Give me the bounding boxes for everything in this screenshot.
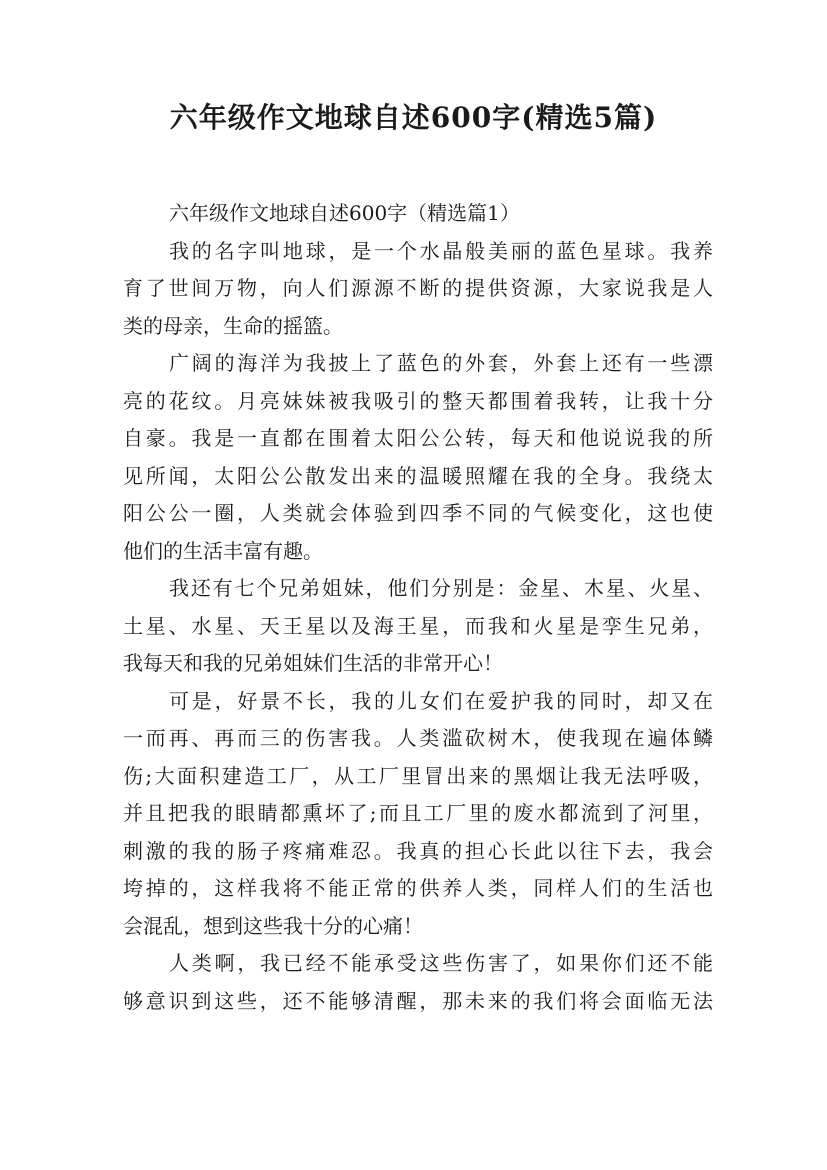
paragraph-line: 我的名字叫地球，是一个水晶般美丽的蓝色星球。我养 — [169, 238, 713, 263]
paragraph-line: 育了世间万物，向人们源源不断的提供资源，大家说我是人 — [123, 276, 713, 300]
paragraph-2 — [123, 345, 713, 570]
paragraph-line: 一而再、再而三的伤害我。人类滥砍树木，使我现在遍体鳞 — [123, 726, 713, 750]
paragraph-line: 自豪。我是一直都在围着太阳公公转，每天和他说说我的所 — [123, 426, 713, 450]
paragraph-line: 亮的花纹。月亮妹妹被我吸引的整天都围着我转，让我十分 — [123, 388, 713, 413]
paragraph-line: 类的母亲，生命的摇篮。 — [123, 313, 343, 338]
paragraph-4 — [123, 683, 713, 946]
paragraph-line: 他们的生活丰富有趣。 — [123, 538, 323, 563]
paragraph-line: 可是，好景不长，我的儿女们在爱护我的同时，却又在 — [169, 688, 713, 713]
paragraph-line: 刺激的我的肠子疼痛难忍。我真的担心长此以往下去，我会 — [123, 838, 713, 863]
paragraph-line: 我还有七个兄弟姐妹，他们分别是：金星、木星、火星、 — [169, 576, 713, 600]
paragraph-5 — [123, 945, 713, 1020]
paragraph-line: 够意识到这些，还不能够清醒，那未来的我们将会面临无法 — [123, 988, 713, 1013]
paragraph-line: 伤;大面积建造工厂，从工厂里冒出来的黑烟让我无法呼吸， — [123, 763, 713, 788]
paragraph-line: 我每天和我的兄弟姐妹们生活的非常开心！ — [123, 651, 503, 675]
section-heading: 六年级作文地球自述600字（精选篇1） — [169, 201, 520, 225]
document-body — [123, 195, 713, 1020]
paragraph-line: 土星、水星、天王星以及海王星，而我和火星是孪生兄弟， — [123, 613, 713, 638]
paragraph-line: 会混乱，想到这些我十分的心痛！ — [123, 913, 423, 938]
paragraph-line: 阳公公一圈，人类就会体验到四季不同的气候变化，这也使 — [123, 501, 713, 525]
paragraph-1 — [123, 233, 713, 346]
document-title: 六年级作文地球自述600字(精选5篇) — [169, 101, 658, 134]
paragraph-3 — [123, 570, 713, 683]
paragraph-line: 垮掉的，这样我将不能正常的供养人类，同样人们的生活也 — [123, 876, 713, 900]
paragraph-line: 见所闻，太阳公公散发出来的温暖照耀在我的全身。我绕太 — [123, 463, 713, 488]
paragraph-line: 广阔的海洋为我披上了蓝色的外套，外套上还有一些漂 — [169, 351, 713, 375]
paragraph-line: 人类啊，我已经不能承受这些伤害了，如果你们还不能 — [169, 951, 713, 975]
paragraph-line: 并且把我的眼睛都熏坏了;而且工厂里的废水都流到了河里， — [123, 801, 713, 825]
